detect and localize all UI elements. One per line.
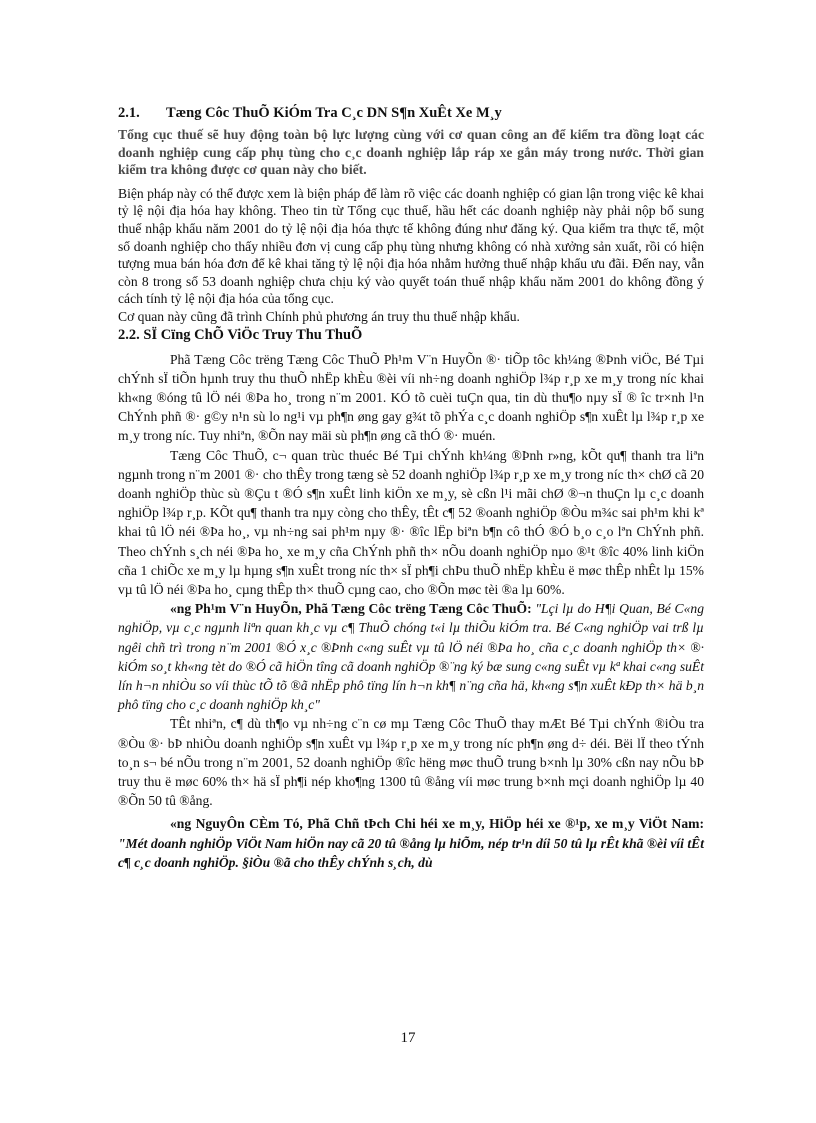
document-page bbox=[118, 100, 704, 872]
speaker-label: «ng NguyÔn CÈm Tó, Phã Chñ tÞch Chi héi xe m¸y, HiÖp héi xe ®¹p, xe m¸y ViÖt Nam: bbox=[170, 816, 704, 832]
quote-text: "Lçi lµ do H¶i Quan, Bé C«ng nghiÖp, vµ c¸c ngµnh liªn quan kh¸c vµ c¶ ThuÕ chóng t«i lµ thiÕu kiÓm tra. Bé C«ng nghiÖp vai trß lµ ngêi chñ trì trong n¨m 2001 ®Ó x¸c ®Þnh c«ng suÊt vµ tû lÖ néi ®Þa ho¸ cña c¸c doanh nghiÖp th× ®· kiÓm so¸t kh«ng tèt do ®Ó cã hiÖn tîng cã doanh nghiÖp ®¨ng ký bæ sung c«ng suÊt vµ kª khai c«ng suÊt lín h¬n nhiÒu so víi thùc tÕ tõ ®ã nhËp phô tïng lín h¬n kh¶ n¨ng cña hä, kh«ng s¶n xuÊt kÐp th× hä b¸n phô tïng cho c¸c doanh nghiÖp kh¸c" bbox=[118, 601, 704, 713]
paragraph: Tæng Côc ThuÕ, c¬ quan trùc thuéc Bé Tµi chÝnh kh¼ng ®Þnh r»ng, kÕt qu¶ thanh tra liªn ngµnh trong n¨m 2001 ®· cho thÊy trong tæng sè 52 doanh nghiÖp l¾p r¸p xe m¸y trong níc th× chØ cã 20 doanh nghiÖp thùc sù ®Çu t ®Ó s¶n xuÊt linh kiÖn xe m¸y, sè cßn l¹i mãi chØ ®¬n thuÇn lµ c¸c doanh nghiÖp l¾p r¸p. KÕt qu¶ thanh tra nµy còng cho thÊy, tÊt c¶ 52 ®oanh nghiÖp ®Òu m¾c sai ph¹m khi kª khai tû lÖ néi ®Þa ho¸, vµ nh÷ng sai ph¹m nµy ®· ®îc lËp biªn b¶n cô thÓ ®Ó b¸o c¸o lªn ChÝnh phñ. Theo chÝnh s¸ch néi ®Þa ho¸ xe m¸y cña ChÝnh phñ th× nÕu doanh nghiÖp nµo ®¹t ®îc 40% linh kiÖn cña 1 chiÕc xe m¸y lµ hµng s¶n xuÊt trong níc th× sÏ ph¶i chÞu thuÕ nhËp khÈu ë møc thÊp nhÊt lµ 15% vµ tû lÖ néi ®Þa ho¸ cµng thÊp th× thuÕ cµng cao, cho ®Õn møc tèi ®a lµ 60%. bbox=[118, 447, 704, 597]
paragraph: Biện pháp này có thể được xem là biện pháp để làm rõ việc các doanh nghiệp có gian lận trong việc kê khai tỷ lệ nội địa hóa hay không. Theo tin từ Tổng cục thuế, hầu hết các doanh nghiệp này phải nộp bổ sung thuế nhập khẩu năm 2001 do tỷ lệ nội địa hóa thực tế không đúng như đăng ký. Qua kiểm tra thực tế, một số doanh nghiệp cho thấy nhiều đơn vị cung cấp phụ tùng nhưng không có nhà xưởng sản xuất, rồi có hiện tượng mua bán hóa đơn để kê khai tăng tỷ lệ nội địa hóa nhằm hưởng thuế nhập khẩu ưu đãi. Đến nay, vẫn còn 8 trong số 53 doanh nghiệp chưa chịu ký vào quyết toán thuế nhập khẩu năm 2001 do không đồng ý cách tính tỷ lệ nội địa hóa của tổng cục. bbox=[118, 185, 704, 307]
paragraph: TÊt nhiªn, c¶ dù th¶o vµ nh÷ng c¨n cø mµ Tæng Côc ThuÕ thay mÆt Bé Tµi chÝnh ®iÒu tra ®Òu ®· bÞ nhiÒu doanh nghiÖp s¶n xuÊt vµ l¾p r¸p xe m¸y trong níc ph¶n øng d÷ déi. Bëi lÏ theo tÝnh to¸n s¬ bé nÕu trong n¨m 2001, 52 doanh nghiÖp ®îc hëng møc thuÕ trung b×nh lµ 30% cßn nay nÕu bÞ truy thu ë møc 60% th× hä sÏ ph¶i nép kho¶ng 1300 tû ®ång víi møc trung b×nh mçi doanh nghiÖp lµ 40 ®Õn 50 tû ®ång. bbox=[118, 716, 704, 809]
section-heading-2-2: 2.2. SÏ Cïng ChÕ ViÖc Truy Thu ThuÕ bbox=[118, 326, 363, 343]
section-number: 2.1. bbox=[118, 105, 140, 121]
page-number: 17 bbox=[400, 1030, 416, 1046]
quote-paragraph bbox=[118, 599, 704, 714]
paragraph: Cơ quan này cũng đã trình Chính phủ phương án truy thu thuế nhập khẩu. bbox=[118, 308, 520, 324]
quote-paragraph bbox=[118, 814, 704, 872]
quote-text: "Mét doanh nghiÖp ViÖt Nam hiÖn nay cã 20 tû ®ång lµ hiÕm, nép tr¹n díi 50 tû lµ rÊt khã ®èi víi tÊt c¶ c¸c doanh nghiÖp. §iÒu ®ã cho thÊy chÝnh s¸ch, dù bbox=[118, 835, 704, 870]
lead-paragraph: Tổng cục thuế sẽ huy động toàn bộ lực lượng cùng với cơ quan công an để kiểm tra đồng loạt các doanh nghiệp cung cấp phụ tùng cho c¸c doanh nghiệp lắp ráp xe gắn máy trong nước. Thời gian kiểm tra không được cơ quan này cho biết. bbox=[118, 127, 704, 178]
section-title: Tæng Côc ThuÕ KiÓm Tra C¸c DN S¶n XuÊt Xe M¸y bbox=[166, 105, 502, 121]
speaker-label: «ng Ph¹m V¨n HuyÕn, Phã Tæng Côc trëng Tæng Côc ThuÕ: bbox=[170, 601, 536, 617]
section-heading-2-1 bbox=[118, 104, 704, 122]
paragraph: Phã Tæng Côc trëng Tæng Côc ThuÕ Ph¹m V¨n HuyÕn ®· tiÕp tôc kh¼ng ®Þnh viÖc, Bé Tµi chÝnh sÏ tiÕn hµnh truy thu thuÕ nhËp khÈu ®èi víi nh÷ng doanh nghiÖp l¾p r¸p xe m¸y trong níc khai kh«ng ®óng tû lÖ néi ®Þa ho¸ trong n¨m 2001. KÓ tõ cuèi tuÇn qua, tin dù thu¶o nµy sÏ ® îc tr×nh l¹n ChÝnh phñ ®· g©y n¹n sù lo ng¹i vµ ph¶n øng gay g¾t tõ phÝa c¸c doanh nghiÖp s¶n xuÊt lµ l¾p r¸p xe m¸y trong níc. Tuy nhiªn, ®Õn nay mäi sù ph¶n øng cã thÓ ®· muén. bbox=[118, 351, 704, 444]
